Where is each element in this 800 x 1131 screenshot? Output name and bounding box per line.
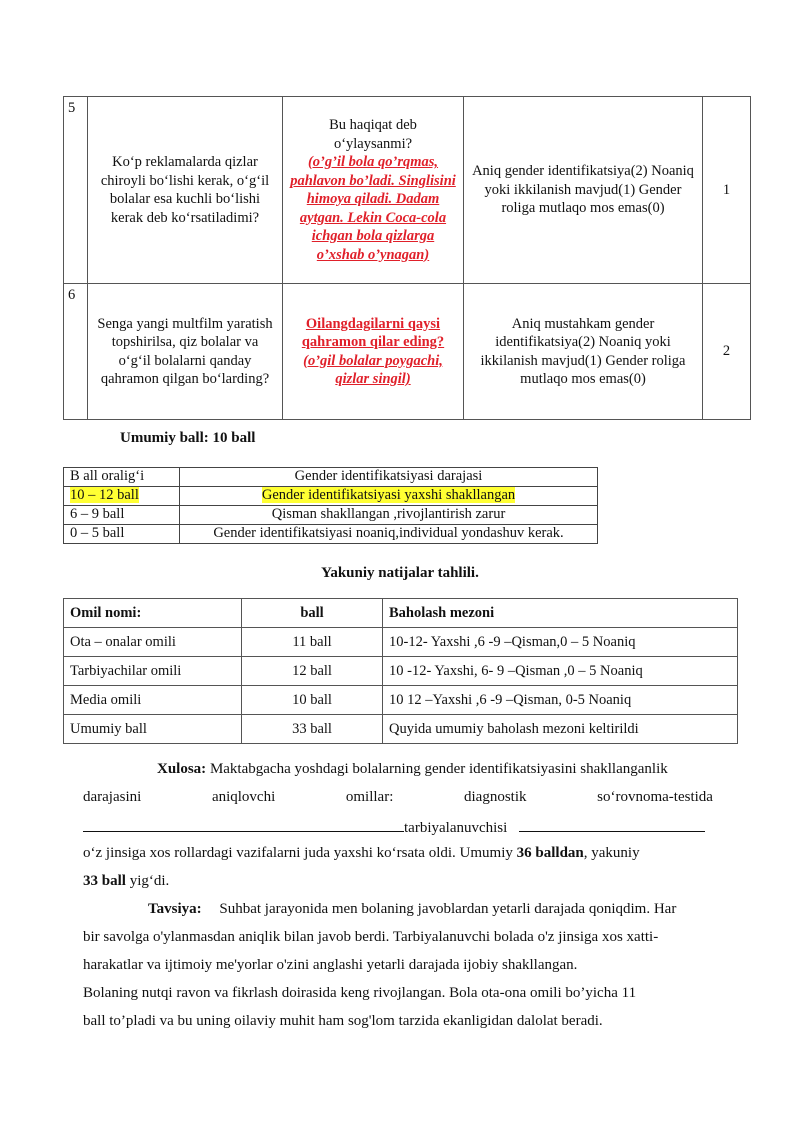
header-cell: Baholash mezoni (383, 599, 738, 628)
conclusion-text: , yakuniy (583, 845, 640, 861)
score-value: 1 (703, 97, 751, 284)
question-number: 5 (64, 97, 88, 284)
table-cell: 6 – 9 ball (64, 506, 180, 525)
header-cell: B all oralig‘i (64, 468, 180, 487)
conclusion-word: diagnostik (464, 789, 527, 805)
conclusion-text: o‘z jinsiga xos rollardagi vazifalarni juda yaxshi ko‘rsata oldi. Umumiy (83, 845, 513, 861)
table-cell (180, 487, 598, 506)
table-cell: 10-12- Yaxshi ,6 -9 –Qisman,0 – 5 Noaniq (383, 628, 738, 657)
conclusion-text: yig‘di. (125, 873, 170, 889)
table-row (64, 686, 738, 715)
conclusion-line-2 (83, 789, 713, 806)
highlighted-text: 10 – 12 ball (70, 487, 139, 504)
conclusion-label: Xulosa: (157, 761, 207, 777)
table-cell: Tarbiyachilar omili (64, 657, 242, 686)
table-cell: Gender identifikatsiyasi noaniq,individual yondashuv kerak. (180, 525, 598, 544)
recommendation-line-5: ball to’pladi va bu uning oilaviy muhit ham sog'lom tarzida ekanligidan dalolat beradi. (83, 1013, 603, 1029)
blank-underline (83, 817, 404, 832)
child-answer: (o’g’il bola qo’rqmas, pahlavon bo’ladi. Singlisini himoya qiladi. Dadam aytgan. Lekin Coca-cola ichgan bola qizlarga o’xshab o’ynagan) (290, 154, 456, 263)
table-row (64, 97, 751, 284)
table-row (64, 506, 598, 525)
followup-question: Bu haqiqat deb o‘ylaysanmi? (329, 117, 417, 152)
table-row (64, 657, 738, 686)
conclusion-line-5 (83, 873, 713, 890)
table-row (64, 525, 598, 544)
conclusion-word: darajasini (83, 789, 142, 805)
conclusion-word: so‘rovnoma-testida (597, 789, 713, 805)
table-header-row (64, 468, 598, 487)
table-cell: 11 ball (242, 628, 383, 657)
highlighted-text: Gender identifikatsiyasi yaxshi shakllangan (261, 487, 516, 504)
score-value: 2 (703, 284, 751, 420)
conclusion-bold: 33 ball (83, 873, 126, 889)
table-row (64, 284, 751, 420)
conclusion-word: omillar: (345, 789, 394, 805)
table-cell: 10 12 –Yaxshi ,6 -9 –Qisman, 0-5 Noaniq (383, 686, 738, 715)
question-text: Senga yangi multfilm yaratish topshirilsa, qiz bolalar va o‘g‘il bolalarni qanday qahramon qilgan bo‘larding? (88, 284, 283, 420)
recommendation-line-3: harakatlar va ijtimoiy me'yorlar o'zini anglashi yetarli darajada ijobiy shakllangan. (83, 957, 578, 973)
table-cell: 12 ball (242, 657, 383, 686)
table-cell: 10 ball (242, 686, 383, 715)
score-range-table (63, 467, 598, 544)
question-text: Ko‘p reklamalarda qizlar chiroyli bo‘lishi kerak, o‘g‘il bolalar esa kuchli bo‘lishi kerak deb ko‘rsatiladimi? (88, 97, 283, 284)
header-cell: Gender identifikatsiyasi darajasi (180, 468, 598, 487)
header-cell: ball (242, 599, 383, 628)
conclusion-line-3 (83, 817, 713, 837)
results-title: Yakuniy natijalar tahlili. (321, 565, 479, 581)
table-cell: 33 ball (242, 715, 383, 744)
results-table (63, 598, 738, 744)
followup-question: Oilangdagilarni qaysi qahramon qilar eding? (301, 315, 445, 350)
blank-underline (519, 817, 705, 832)
recommendation-line-1 (148, 901, 718, 918)
table-row (64, 715, 738, 744)
recommendation-line-4: Bolaning nutqi ravon va fikrlash doirasida keng rivojlangan. Bola ota-ona omili bo’yicha 11 (83, 985, 637, 1001)
answer-cell (283, 97, 464, 284)
child-answer: (o’gil bolalar poygachi, qizlar singil) (303, 352, 443, 387)
question-number: 6 (64, 284, 88, 420)
conclusion-line-4 (83, 845, 713, 862)
total-score-line: Umumiy ball: 10 ball (120, 430, 256, 446)
criteria-text: Aniq gender identifikatsiya(2) Noaniq yoki ikkilanish mavjud(1) Gender roliga mutlaqo mos emas(0) (464, 97, 703, 284)
table-cell: Quyida umumiy baholash mezoni keltirildi (383, 715, 738, 744)
table-cell: Qisman shakllangan ,rivojlantirish zarur (180, 506, 598, 525)
table-cell: 0 – 5 ball (64, 525, 180, 544)
conclusion-text: tarbiyalanuvchisi (404, 820, 508, 836)
table-cell: Umumiy ball (64, 715, 242, 744)
recommendation-label: Tavsiya: (148, 901, 202, 917)
recommendation-line-2: bir savolga o'ylanmasdan aniqlik bilan javob berdi. Tarbiyalanuvchi bolada o'z jinsiga xos xatti- (83, 929, 659, 945)
answer-cell (283, 284, 464, 420)
table-header-row (64, 599, 738, 628)
header-cell: Omil nomi: (64, 599, 242, 628)
table-row (64, 487, 598, 506)
question-table (63, 96, 751, 420)
table-cell: Media omili (64, 686, 242, 715)
conclusion-word: aniqlovchi (211, 789, 276, 805)
conclusion-bold: 36 balldan (516, 845, 584, 861)
table-cell: 10 -12- Yaxshi, 6- 9 –Qisman ,0 – 5 Noaniq (383, 657, 738, 686)
conclusion-text: Maktabgacha yoshdagi bolalarning gender identifikatsiyasini shakllanganlik (209, 761, 668, 777)
table-cell: Ota – onalar omili (64, 628, 242, 657)
recommendation-text: Suhbat jarayonida men bolaning javoblardan yetarli darajada qoniqdim. Har (219, 901, 677, 917)
table-row (64, 628, 738, 657)
criteria-text: Aniq mustahkam gender identifikatsiya(2) Noaniq yoki ikkilanish mavjud(1) Gender roliga mutlaqo mos emas(0) (464, 284, 703, 420)
conclusion-line-1 (157, 761, 713, 778)
table-cell (64, 487, 180, 506)
